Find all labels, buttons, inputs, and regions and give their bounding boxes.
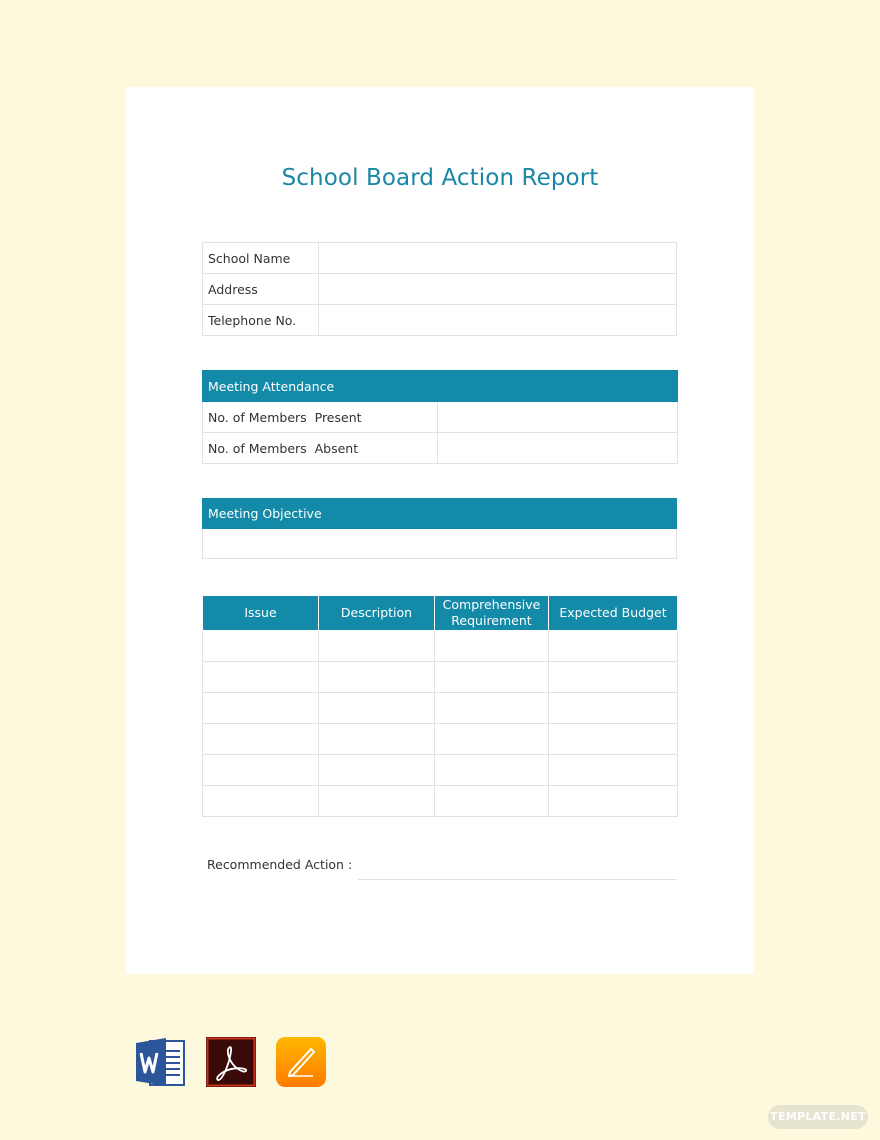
requirement-cell[interactable] bbox=[435, 786, 549, 817]
table-row bbox=[203, 786, 678, 817]
meeting-objective-field[interactable] bbox=[203, 529, 677, 559]
table-row bbox=[203, 724, 678, 755]
telephone-label: Telephone No. bbox=[203, 305, 319, 336]
description-cell[interactable] bbox=[319, 724, 435, 755]
issue-cell[interactable] bbox=[203, 724, 319, 755]
issue-cell[interactable] bbox=[203, 662, 319, 693]
members-present-field[interactable] bbox=[438, 402, 678, 433]
pdf-icon[interactable] bbox=[206, 1037, 256, 1087]
requirement-cell[interactable] bbox=[435, 724, 549, 755]
column-header-comprehensive-requirement: Comprehensive Requirement bbox=[435, 596, 549, 631]
meeting-objective-table bbox=[202, 498, 677, 559]
members-present-label: No. of Members Present bbox=[203, 402, 438, 433]
description-cell[interactable] bbox=[319, 786, 435, 817]
budget-cell[interactable] bbox=[549, 755, 678, 786]
column-header-issue: Issue bbox=[203, 596, 319, 631]
table-row bbox=[203, 274, 677, 305]
issues-header-row bbox=[203, 596, 678, 631]
address-label: Address bbox=[203, 274, 319, 305]
requirement-cell[interactable] bbox=[435, 662, 549, 693]
table-row bbox=[203, 433, 678, 464]
address-field[interactable] bbox=[319, 274, 677, 305]
issues-table bbox=[202, 595, 678, 817]
members-absent-label: No. of Members Absent bbox=[203, 433, 438, 464]
description-cell[interactable] bbox=[319, 662, 435, 693]
table-row bbox=[203, 755, 678, 786]
budget-cell[interactable] bbox=[549, 724, 678, 755]
meeting-attendance-header: Meeting Attendance bbox=[203, 371, 678, 402]
school-name-label: School Name bbox=[203, 243, 319, 274]
document-title: School Board Action Report bbox=[281, 165, 599, 191]
budget-cell[interactable] bbox=[549, 631, 678, 662]
description-cell[interactable] bbox=[319, 631, 435, 662]
issue-cell[interactable] bbox=[203, 693, 319, 724]
word-icon[interactable] bbox=[136, 1037, 186, 1087]
column-header-description: Description bbox=[319, 596, 435, 631]
table-row bbox=[203, 243, 677, 274]
recommended-action-field[interactable] bbox=[358, 879, 677, 880]
column-header-expected-budget: Expected Budget bbox=[549, 596, 678, 631]
school-info-table bbox=[202, 242, 677, 336]
table-row bbox=[203, 529, 677, 559]
meeting-objective-header: Meeting Objective bbox=[203, 499, 677, 529]
members-absent-field[interactable] bbox=[438, 433, 678, 464]
requirement-cell[interactable] bbox=[435, 693, 549, 724]
requirement-cell[interactable] bbox=[435, 755, 549, 786]
template-net-watermark: TEMPLATE.NET bbox=[768, 1105, 868, 1129]
recommended-action-label: Recommended Action : bbox=[207, 857, 353, 872]
document-page bbox=[126, 87, 754, 974]
budget-cell[interactable] bbox=[549, 693, 678, 724]
requirement-cell[interactable] bbox=[435, 631, 549, 662]
budget-cell[interactable] bbox=[549, 662, 678, 693]
table-row bbox=[203, 662, 678, 693]
telephone-field[interactable] bbox=[319, 305, 677, 336]
issue-cell[interactable] bbox=[203, 755, 319, 786]
description-cell[interactable] bbox=[319, 693, 435, 724]
issue-cell[interactable] bbox=[203, 786, 319, 817]
description-cell[interactable] bbox=[319, 755, 435, 786]
table-row bbox=[203, 693, 678, 724]
budget-cell[interactable] bbox=[549, 786, 678, 817]
meeting-attendance-table bbox=[202, 370, 678, 464]
table-row bbox=[203, 631, 678, 662]
table-row bbox=[203, 402, 678, 433]
school-name-field[interactable] bbox=[319, 243, 677, 274]
table-row bbox=[203, 305, 677, 336]
pages-icon[interactable] bbox=[276, 1037, 326, 1087]
issue-cell[interactable] bbox=[203, 631, 319, 662]
